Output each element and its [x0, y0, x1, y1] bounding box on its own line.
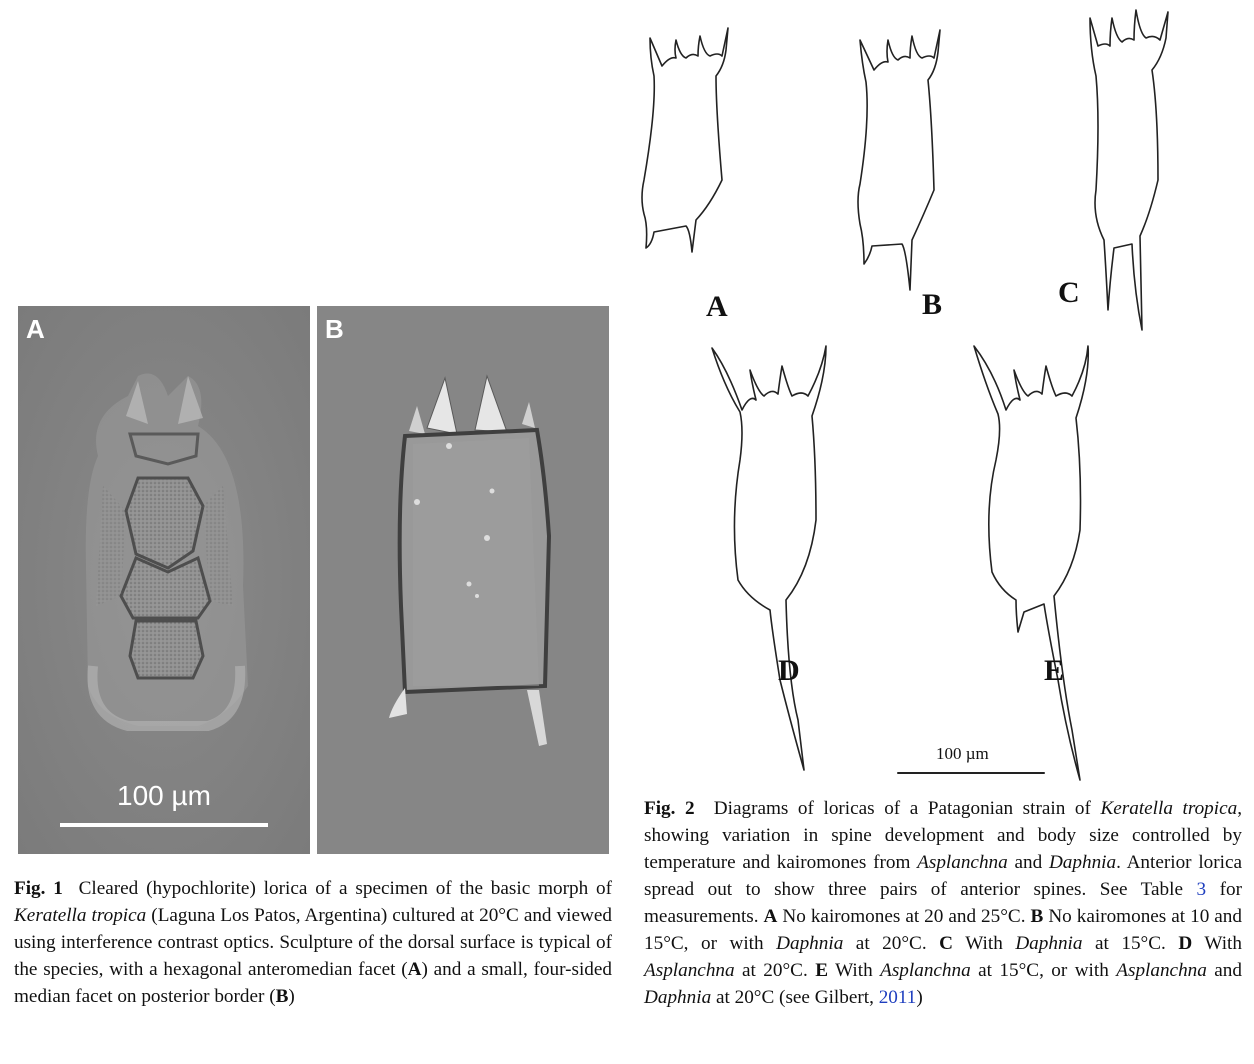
caption-text: Cleared (hypochlorite) lorica of a specimen of the basic morph of: [78, 878, 612, 899]
caption-text: at 15°C, or with: [970, 960, 1117, 981]
caption-text: at 20°C (see Gilbert,: [711, 987, 879, 1008]
table-link[interactable]: 3: [1196, 879, 1207, 900]
lorica-photo-a: [18, 306, 310, 854]
panel-ref: D: [1178, 933, 1193, 954]
caption-text: and: [1007, 852, 1049, 873]
lorica-photo-b: [317, 306, 609, 854]
fig2-caption: [644, 795, 1242, 1011]
lorica-outlines: [640, 0, 1254, 790]
caption-text: , showing variation in spine development and body size controlled by temperature and kairomones from: [644, 798, 1242, 873]
species-name: Keratella tropica: [14, 905, 147, 926]
caption-text: No kairomones at 20 and 25°C.: [777, 906, 1031, 927]
lorica-c: [1090, 10, 1168, 330]
species-name: Keratella tropica: [1100, 798, 1238, 819]
caption-text: No kairomones at 10 and 15°C, or with: [644, 906, 1242, 954]
panel-ref: B: [1030, 906, 1044, 927]
panel-ref: A: [763, 906, 778, 927]
panel-ref: E: [815, 960, 828, 981]
citation-link[interactable]: 2011: [878, 987, 917, 1008]
caption-text: at 15°C.: [1082, 933, 1179, 954]
caption-text: and: [1206, 960, 1242, 981]
caption-text: With: [1192, 933, 1242, 954]
lorica-e: [974, 346, 1088, 780]
caption-text: at 20°C.: [843, 933, 940, 954]
scale-bar-label: 100 µm: [117, 780, 211, 811]
species-name: Daphnia: [644, 987, 712, 1008]
diagram-label-d: D: [778, 654, 800, 687]
caption-text: ): [288, 986, 295, 1007]
diagram-label-c: C: [1058, 276, 1080, 309]
panel-a-label: A: [26, 314, 45, 344]
panel-ref: A: [407, 959, 422, 980]
panel-b-label: B: [325, 314, 344, 344]
scale-bar-label-fig2: 100 µm: [936, 744, 989, 763]
fig2-caption-label: Fig. 2: [644, 798, 695, 819]
fig1-caption-label: Fig. 1: [14, 878, 63, 899]
species-name: Asplanchna: [644, 960, 735, 981]
diagram-label-a: A: [706, 290, 728, 323]
fig1-panel-b: [317, 306, 609, 854]
diagram-label-b: B: [922, 288, 943, 321]
panel-ref: C: [939, 933, 954, 954]
caption-text: ) and a small, four-sided median facet on posterior border (: [14, 959, 613, 1007]
caption-text: Diagrams of loricas of a Patagonian strain of: [713, 798, 1101, 819]
species-name: Asplanchna: [1116, 960, 1207, 981]
species-name: Daphnia: [1048, 852, 1117, 873]
species-name: Asplanchna: [880, 960, 971, 981]
caption-text: for measurements.: [644, 879, 1243, 927]
caption-text: . Anterior lorica spread out to show three pairs of anterior spines. See Table: [644, 852, 1242, 900]
caption-text: With: [828, 960, 881, 981]
caption-text: With: [953, 933, 1016, 954]
fig1-panel-a: [18, 306, 310, 854]
lorica-a: [642, 28, 728, 252]
caption-text: at 20°C.: [734, 960, 816, 981]
fig1-caption: [14, 875, 612, 1010]
species-name: Daphnia: [1015, 933, 1083, 954]
fig2-diagrams: [640, 0, 1254, 790]
species-name: Daphnia: [776, 933, 844, 954]
lorica-b: [858, 30, 940, 290]
species-name: Asplanchna: [917, 852, 1008, 873]
diagram-label-e: E: [1044, 654, 1065, 687]
caption-text: ): [916, 987, 923, 1008]
panel-ref: B: [275, 986, 289, 1007]
lorica-d: [712, 346, 826, 770]
caption-text: (Laguna Los Patos, Argentina) cultured at 20°C and viewed using interference contrast optics. Sculpture of the dorsal surface is typical of the species, with a hexagonal anteromedian facet (: [14, 905, 612, 980]
